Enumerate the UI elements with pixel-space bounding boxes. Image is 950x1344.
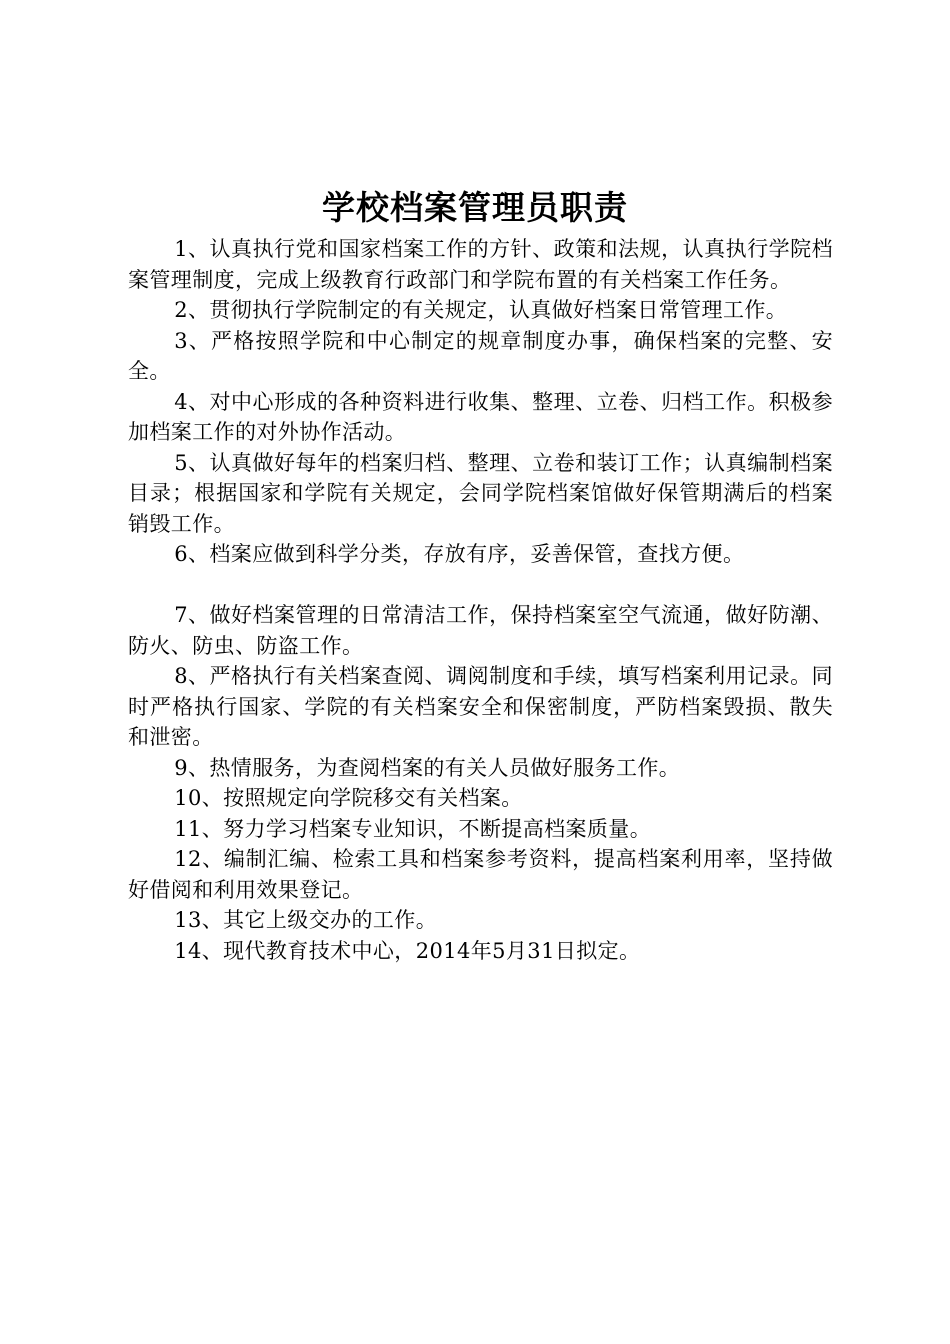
paragraph-9: 9、热情服务，为查阅档案的有关人员做好服务工作。 [174, 755, 681, 780]
paragraph-13: 13、其它上级交办的工作。 [174, 908, 438, 932]
paragraph-3: 3、严格按照学院和中心制定的规章制度办事，确保档案的完整、安全。 [128, 328, 833, 383]
page-title: 学校档案管理员职责 [322, 188, 628, 227]
paragraph-6: 6、档案应做到科学分类，存放有序，妥善保管，查找方便。 [174, 542, 745, 566]
paragraph-11: 11、努力学习档案专业知识，不断提高档案质量。 [174, 816, 652, 841]
document-body [128, 234, 833, 966]
paragraph-14: 14、现代教育技术中心，2014年5月31日拟定。 [174, 938, 641, 963]
paragraph-5: 5、认真做好每年的档案归档、整理、立卷和装订工作；认真编制档案目录；根据国家和学院有关规定，会同学院档案馆做好保管期满后的档案销毁工作。 [128, 450, 833, 536]
paragraph-10: 10、按照规定向学院移交有关档案。 [174, 786, 523, 810]
paragraph-8: 8、严格执行有关档案查阅、调阅制度和手续，填写档案利用记录。同时严格执行国家、学院的有关档案安全和保密制度，严防档案毁损、散失和泄密。 [128, 664, 833, 749]
paragraph-2: 2、贯彻执行学院制定的有关规定，认真做好档案日常管理工作。 [174, 298, 788, 322]
paragraph-1: 1、认真执行党和国家档案工作的方针、政策和法规，认真执行学院档案管理制度，完成上级教育行政部门和学院布置的有关档案工作任务。 [128, 237, 833, 292]
paragraph-12: 12、编制汇编、检索工具和档案参考资料，提高档案利用率，坚持做好借阅和利用效果登记。 [128, 847, 833, 902]
paragraph-4: 4、对中心形成的各种资料进行收集、整理、立卷、归档工作。积极参加档案工作的对外协作活动。 [128, 389, 833, 444]
paragraph-7: 7、做好档案管理的日常清洁工作，保持档案室空气流通，做好防潮、防火、防虫、防盗工作。 [128, 603, 833, 658]
